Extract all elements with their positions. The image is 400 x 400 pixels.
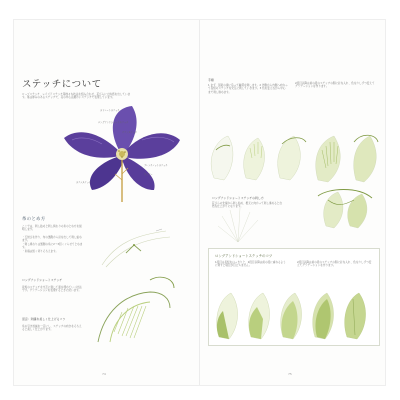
- note-heading: 留意：刺繍を美しく仕上げるコツ: [22, 317, 66, 321]
- petal-diagrams-top: [206, 128, 381, 188]
- col1-text: 1 まず、図案の線に沿って輪郭を刺します。2 外側から内側へ向かって長短のステッチを交互に刺していきます。3 色を変えながら中心まで刺し進めます。: [208, 84, 288, 94]
- callout-6: ステムステッチ: [76, 181, 92, 184]
- left-page: [14, 20, 199, 385]
- tips-box: [208, 248, 380, 346]
- petal-step-2: [244, 138, 265, 180]
- petal-step-5: [354, 135, 378, 182]
- intro-text: ロープステッチ、レイズドステッチ等様々な技法を組み合わせ、花びらに立体感を出しています。葉は厚みのあるステッチで、花の中心は細かいステッチで表現しています。: [22, 93, 131, 100]
- section-text: ここでは、刺し始めと刺し終わりの糸のとめ方を説明します。: [22, 225, 82, 232]
- stage-3: [281, 293, 302, 339]
- callout-2: サテンステッチ: [122, 131, 138, 134]
- flower-center: [116, 148, 128, 160]
- flower-illustration: [62, 104, 182, 204]
- col2-text: 2段目以降は前の段のステッチの間に針を入れ、色を少しずつ変えてグラデーションを作ります。: [295, 82, 375, 89]
- tips-box-text: 1段目は長短をはっきりと、2段目以降は前の段に重ねるように刺すと境目が目立ちません。: [215, 261, 286, 268]
- note-text: 糸の引き加減を一定にし、ステッチの向きをそろえると美しく仕上がります。: [22, 325, 82, 332]
- stitch-diagram-1: [96, 225, 176, 270]
- page-number-right: 75: [288, 372, 292, 376]
- stage-5: [345, 293, 366, 339]
- stage-4: [313, 293, 334, 339]
- section-list: ・玉結びを作り、布の裏側から針を出して刺し始めます。 ・刺し終わりは裏側の糸に2〜3回くぐらせてとめます。 ・糸端は短く切りそろえます。: [22, 236, 83, 253]
- fan-guide-lines: [218, 208, 258, 242]
- stitch-diagram-2: [90, 272, 180, 344]
- mid-heading: ロングアンドショートステッチの刺し方: [212, 196, 264, 200]
- callout-1: ロングアンドショートステッチ: [98, 121, 129, 124]
- petal-step-1: [211, 136, 233, 180]
- subsection-heading: ロングアンドショートステッチ: [22, 278, 63, 282]
- petal-step-4: [316, 136, 341, 182]
- col1-heading: 手順: [208, 78, 214, 82]
- callout-5: ワイヤー: [144, 173, 153, 176]
- page-title: ステッチについて: [22, 79, 102, 90]
- petal-step-3: [278, 136, 306, 180]
- fan-petals: [318, 190, 372, 229]
- stage-2: [249, 293, 270, 339]
- mid-text: 花びらの先端から刺し始め、根元に向かって刺し進めると自然な仕上がりになります。: [212, 202, 282, 209]
- page-number-left: 74: [102, 372, 106, 376]
- section-heading: 糸のとめ方: [22, 217, 46, 222]
- petal-fill-stages: [213, 289, 375, 341]
- callout-3: ストレートステッチ: [100, 109, 120, 112]
- callout-4: フレンチノットステッチ: [144, 164, 168, 167]
- tips-box-title: ロングアンドショートステッチのコツ: [215, 254, 273, 258]
- right-page: [200, 20, 385, 385]
- subsection-text: 長短のステッチを交互に刺して面を埋めていく技法です。グラデーションを表現するときに使います。: [22, 286, 82, 293]
- fan-diagram: [208, 186, 383, 244]
- tips-box-text-2: 2段目以降は前の段のステッチの間に針を入れ、色を少しずつ変えてグラデーションを作ります。: [297, 261, 372, 268]
- book-spread: [14, 20, 385, 385]
- stage-1: [217, 293, 238, 339]
